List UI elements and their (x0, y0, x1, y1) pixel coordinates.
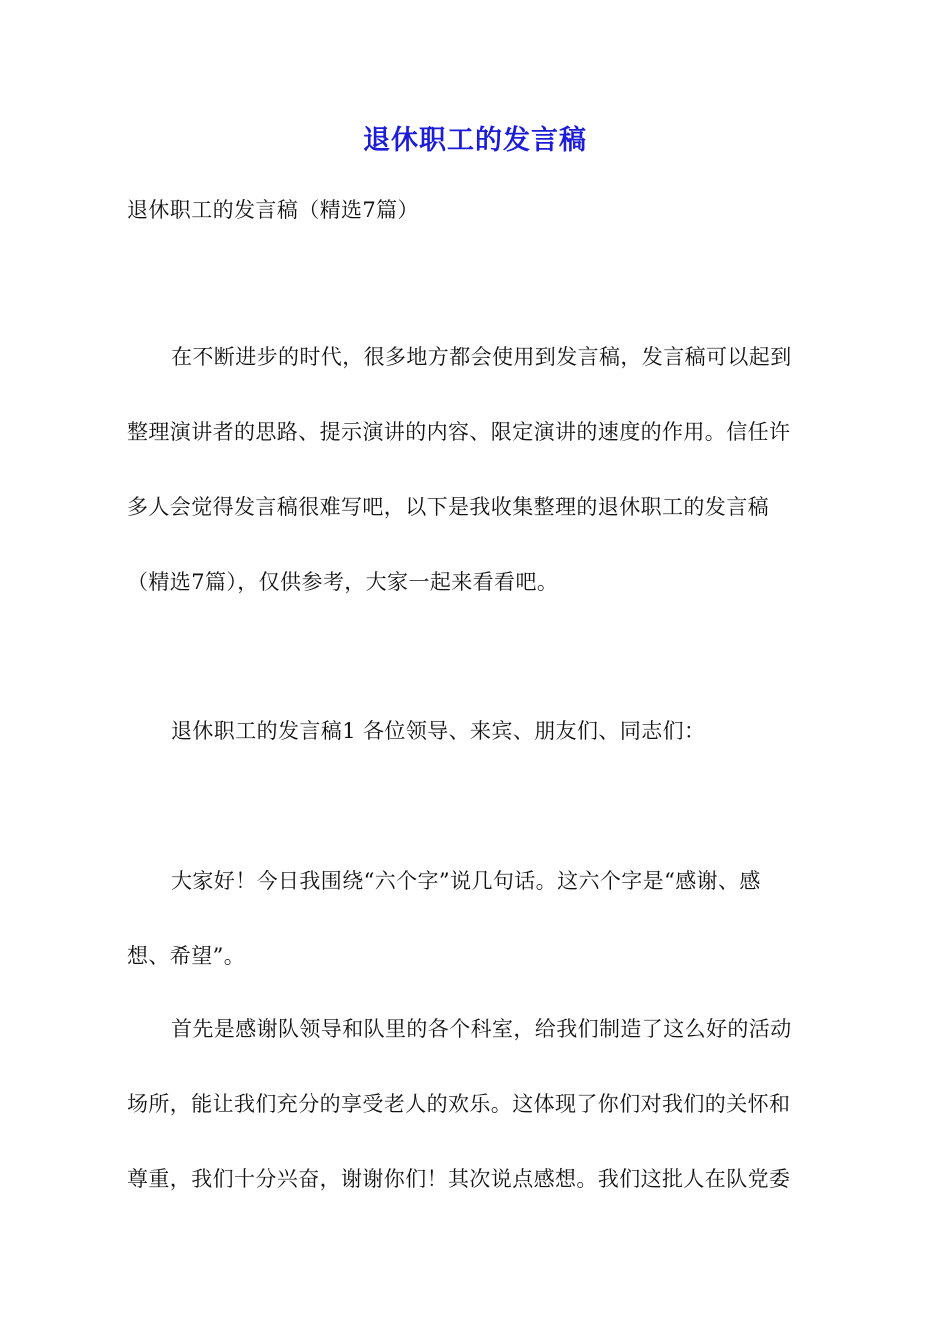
paragraph-line: （精选7篇），仅供参考，大家一起来看看吧。 (127, 570, 559, 594)
paragraph-line: 在不断进步的时代，很多地方都会使用到发言稿，发言稿可以起到 (171, 345, 792, 369)
paragraph-line: 首先是感谢队领导和队里的各个科室，给我们制造了这么好的活动 (171, 1017, 792, 1041)
section-heading: 退休职工的发言稿1 各位领导、来宾、朋友们、同志们： (171, 719, 706, 743)
paragraph-line: 整理演讲者的思路、提示演讲的内容、限定演讲的速度的作用。信任许 (127, 420, 791, 444)
paragraph-line: 场所，能让我们充分的享受老人的欢乐。这体现了你们对我们的关怀和 (127, 1092, 791, 1116)
paragraph-line: 想、希望”。 (127, 944, 246, 968)
document-subtitle: 退休职工的发言稿（精选7篇） (127, 198, 419, 222)
paragraph-line: 多人会觉得发言稿很难写吧，以下是我收集整理的退休职工的发言稿 (127, 495, 769, 519)
paragraph-line: 大家好！今日我围绕“六个字”说几句话。这六个字是“感谢、感 (171, 869, 761, 893)
paragraph-line: 尊重，我们十分兴奋，谢谢你们！其次说点感想。我们这批人在队党委 (127, 1167, 791, 1191)
document-title: 退休职工的发言稿 (363, 125, 587, 156)
